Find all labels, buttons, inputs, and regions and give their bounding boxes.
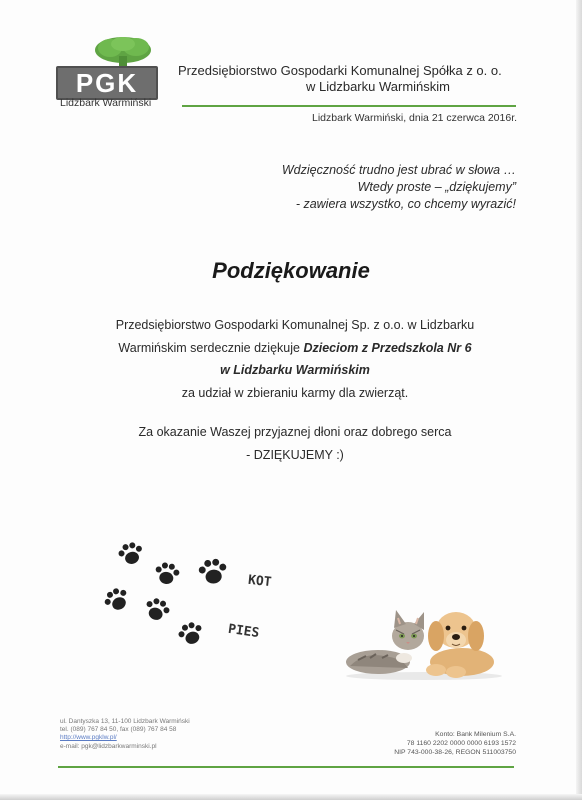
footer-divider bbox=[58, 766, 514, 768]
footer-contact bbox=[60, 718, 190, 751]
thanks-line: - DZIĘKUJEMY :) bbox=[246, 447, 344, 462]
quote-line3: - zawiera wszystko, co chcemy wyrazić! bbox=[295, 197, 516, 211]
quote-line2: Wtedy proste – „dziękujemy” bbox=[357, 180, 516, 194]
paw-print-icon bbox=[196, 556, 230, 588]
company-name-line2: w Lidzbarku Warmińskim bbox=[306, 79, 450, 94]
body-line1: Przedsiębiorstwo Gospodarki Komunalnej Sp. z o.o. w Lidzbarku bbox=[115, 318, 475, 332]
logo-text: PGK bbox=[75, 68, 139, 98]
letter-date: Lidzbark Warmiński, dnia 21 czerwca 2016r. bbox=[312, 112, 518, 124]
letter-body bbox=[60, 314, 530, 466]
scan-edge-right bbox=[576, 0, 582, 800]
footer-bank-info bbox=[394, 730, 516, 757]
footer-phone: tel. (089) 767 84 50, fax (089) 767 84 58 bbox=[60, 726, 177, 734]
company-name bbox=[178, 63, 514, 95]
footer-website-link[interactable]: http://www.pgklw.pl/ bbox=[60, 734, 117, 742]
body-line2 bbox=[60, 337, 530, 360]
logo-plate bbox=[56, 66, 158, 100]
body-line4: za udział w zbieraniu karmy dla zwierząt. bbox=[181, 385, 409, 400]
cat-and-dog-photo bbox=[344, 596, 504, 680]
footer-ids: NIP 743-000-38-26, REGON 511003750 bbox=[394, 749, 516, 756]
epigraph-quote bbox=[282, 162, 516, 213]
header-divider bbox=[182, 105, 516, 107]
company-name-line1: Przedsiębiorstwo Gospodarki Komunalnej Spółka z o. o. bbox=[178, 63, 502, 78]
recipient-name: Dzieciom z Przedszkola Nr 6 bbox=[303, 340, 472, 355]
recipient-location: w Lidzbarku Warmińskim bbox=[220, 363, 370, 377]
body-line5: Za okazanie Waszej przyjaznej dłoni oraz dobrego serca bbox=[138, 425, 452, 439]
paw-print-icon bbox=[100, 583, 135, 617]
footer-account: 78 1160 2202 0000 0000 6193 1572 bbox=[406, 740, 516, 747]
paw-print-icon bbox=[175, 618, 208, 649]
body-line2-text: Warmińskim serdecznie dziękuje bbox=[118, 340, 304, 355]
paw-prints-illustration bbox=[100, 540, 300, 660]
quote-line1: Wdzięczność trudno jest ubrać w słowa … bbox=[281, 163, 516, 177]
footer-email: e-mail: pgk@lidzbarkwarminski.pl bbox=[60, 742, 157, 750]
word-dog: PIES bbox=[227, 621, 261, 642]
pgk-logo bbox=[56, 36, 164, 109]
footer-bank: Konto: Bank Milenium S.A. bbox=[435, 731, 516, 738]
logo-subtitle: Lidzbark Warmiński bbox=[60, 97, 152, 109]
word-cat: KOT bbox=[247, 572, 273, 591]
scan-edge-bottom bbox=[0, 794, 582, 800]
paw-print-icon bbox=[141, 594, 174, 625]
paw-print-icon bbox=[152, 560, 182, 588]
paragraph-gap bbox=[60, 404, 530, 421]
paw-print-icon bbox=[115, 539, 146, 569]
footer-address: ul. Dantyszka 13, 11-100 Lidzbark Warmiński bbox=[60, 718, 190, 725]
letter-title: Podziękowanie bbox=[212, 258, 370, 283]
